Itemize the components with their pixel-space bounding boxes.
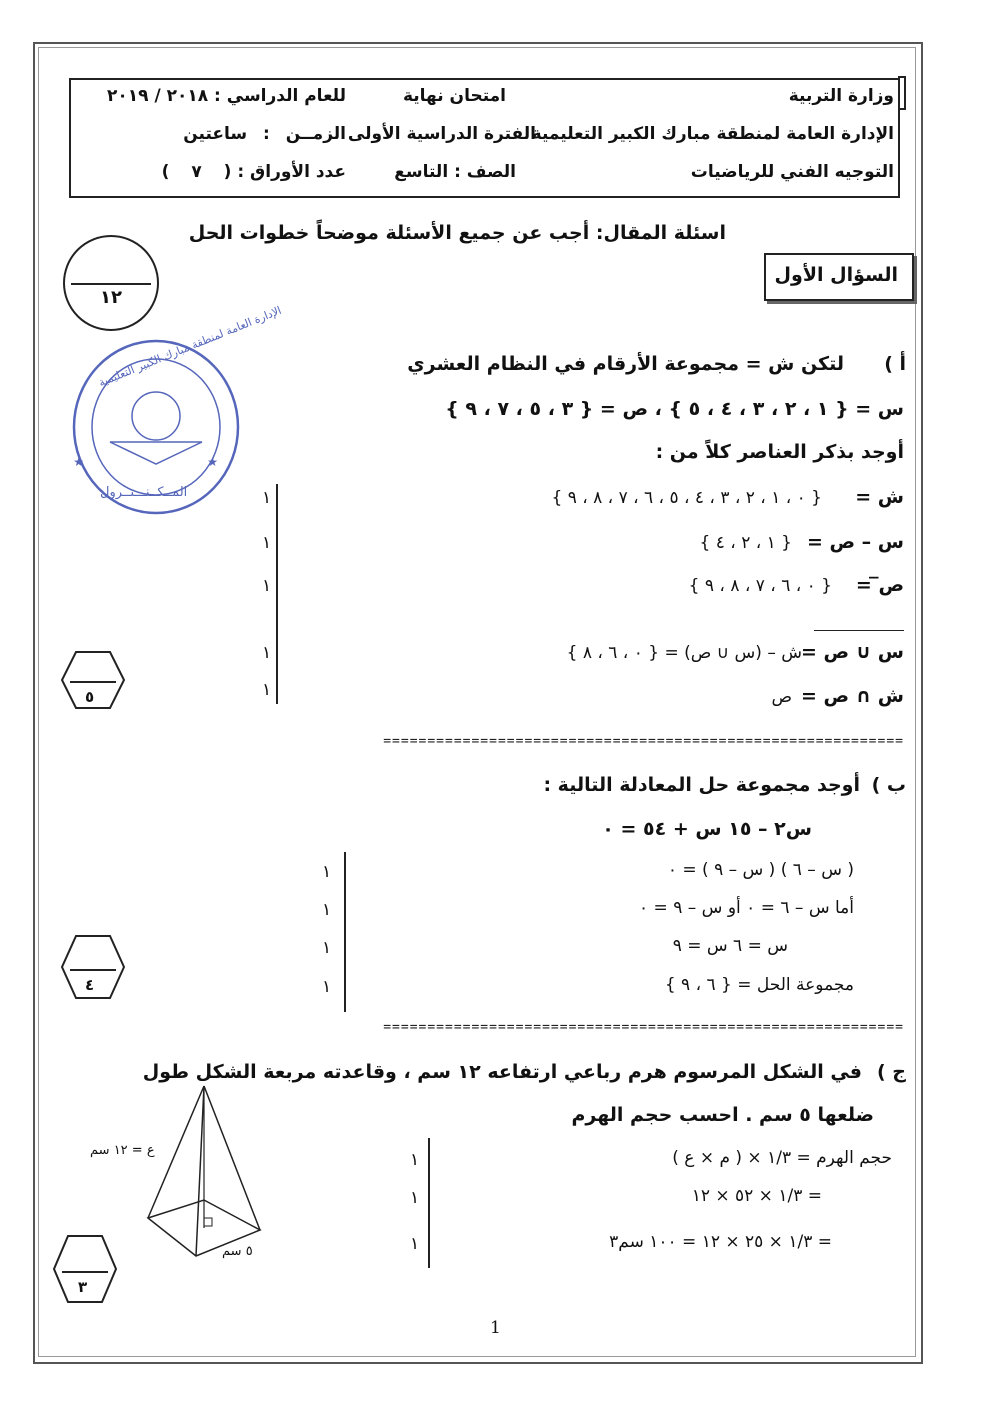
question-title: السؤال الأول bbox=[774, 264, 898, 286]
part-a-label: أ ) bbox=[884, 353, 906, 375]
time-label: الزمــن bbox=[285, 124, 346, 144]
complement-bar bbox=[814, 630, 904, 631]
part-b-line-3: س = ٦ س = ٩ bbox=[672, 936, 788, 956]
part-a-line-4-rhs: ش – (س ∪ ص) = { ٠ ، ٦ ، ٨ } bbox=[566, 643, 802, 663]
part-b-equation: س٢ – ١٥ س + ٥٤ = ٠ bbox=[602, 818, 812, 840]
part-a-line-1-rhs: { ٠ ، ١ ، ٢ ، ٣ ، ٤ ، ٥ ، ٦ ، ٧ ، ٨ ، ٩ } bbox=[551, 488, 822, 508]
total-score-circle bbox=[63, 235, 159, 331]
part-b-line-2: أما س – ٦ = ٠ أو س – ٩ = ٠ bbox=[639, 898, 854, 918]
exam-period: الفترة الدراسية الأولى bbox=[347, 124, 536, 144]
part-a-intro: لتكن ش = مجموعة الأرقام في النظام العشري bbox=[407, 353, 844, 375]
part-a-line-2-lhs: س – ص = bbox=[806, 531, 904, 553]
pyramid-figure bbox=[140, 1080, 270, 1270]
part-c-line-3-mark: ١ bbox=[410, 1234, 420, 1254]
part-a-line-1-lhs: ش = bbox=[855, 486, 904, 508]
part-c-label: ج ) bbox=[877, 1061, 906, 1083]
svg-text:★: ★ bbox=[207, 455, 218, 469]
sheets-close: ) bbox=[161, 162, 170, 182]
separator-1: =========================================================== bbox=[383, 734, 904, 749]
part-c-line-3: = ١/٣ × ٢٥ × ١٢ = ١٠٠ سم٣ bbox=[609, 1232, 832, 1252]
part-b-line-4-mark: ١ bbox=[322, 977, 332, 997]
part-a-line-3-rhs: { ٠ ، ٦ ، ٧ ، ٨ ، ٩ } bbox=[688, 576, 832, 596]
part-c-score: ٣ bbox=[78, 1278, 88, 1296]
question-title-box bbox=[764, 253, 914, 301]
part-a-line-3-lhs: ص̅ = bbox=[855, 574, 904, 596]
part-b-mark-line bbox=[344, 852, 346, 1012]
part-a-line-2-rhs: { ١ ، ٢ ، ٤ } bbox=[699, 533, 792, 553]
part-a-line-5-lhs: ش ∩ ص = bbox=[801, 685, 904, 707]
part-a-line-4-lhs: س ∪ ص = bbox=[801, 641, 904, 663]
part-b-line-4: مجموعة الحل = { ٦ ، ٩ } bbox=[664, 975, 854, 995]
exam-header bbox=[69, 78, 900, 198]
stamp-bottom-text: المــكــنـــتــرول bbox=[100, 485, 188, 500]
exam-title: امتحان نهاية bbox=[402, 86, 506, 106]
exam-grade: الصف : التاسع bbox=[394, 162, 516, 182]
part-b-line-1-mark: ١ bbox=[322, 862, 332, 882]
total-score: ١٢ bbox=[100, 287, 122, 308]
time-separator: : bbox=[263, 124, 270, 144]
part-a-line-4-mark: ١ bbox=[262, 643, 272, 663]
part-b-line-3-mark: ١ bbox=[322, 938, 332, 958]
sheets-value: ٧ bbox=[191, 162, 202, 182]
part-c-line-1-mark: ١ bbox=[410, 1150, 420, 1170]
sheets-label: عدد الأوراق : ( bbox=[223, 162, 346, 182]
part-b-label: ب ) bbox=[871, 774, 906, 796]
part-a-line-2-mark: ١ bbox=[262, 533, 272, 553]
part-b-line-1: ( س – ٦ ) ( س – ٩ ) = ٠ bbox=[667, 860, 854, 880]
ministry-name: وزارة التربية bbox=[788, 86, 894, 106]
separator-2: =========================================================== bbox=[383, 1020, 904, 1035]
sheet-count bbox=[162, 162, 346, 182]
part-c-intro-2: ضلعها ٥ سم . احسب حجم الهرم bbox=[571, 1104, 874, 1126]
part-a-line-3-mark: ١ bbox=[262, 576, 272, 596]
pyramid-height-label: ع = ١٢ سم bbox=[90, 1143, 155, 1158]
part-c-mark-line bbox=[428, 1138, 430, 1268]
stamp-text: الإدارة العامة لمنطقة مبارك الكبير التعليمية bbox=[96, 303, 284, 390]
page-number: 1 bbox=[490, 1318, 501, 1338]
part-b-score: ٤ bbox=[85, 976, 95, 994]
part-a-line-5-mark: ١ bbox=[262, 680, 272, 700]
part-a-task: أوجد بذكر العناصر كلاً من : bbox=[655, 441, 904, 463]
svg-text:★: ★ bbox=[73, 455, 84, 469]
time-value: ساعتين bbox=[183, 124, 248, 144]
part-b-intro: أوجد مجموعة حل المعادلة التالية : bbox=[543, 774, 860, 796]
exam-time bbox=[183, 124, 346, 144]
directorate-name: الإدارة العامة لمنطقة مبارك الكبير التعليمية bbox=[531, 124, 894, 144]
part-b-line-2-mark: ١ bbox=[322, 900, 332, 920]
pyramid-side-label: ٥ سم bbox=[222, 1244, 253, 1259]
part-a-score: ٥ bbox=[85, 688, 95, 706]
part-a-mark-line bbox=[276, 484, 278, 704]
part-c-line-2: = ١/٣ × ٥٢ × ١٢ bbox=[691, 1186, 822, 1206]
part-c-line-2-mark: ١ bbox=[410, 1188, 420, 1208]
department-name: التوجيه الفني للرياضيات bbox=[690, 162, 894, 182]
part-c-line-1: حجم الهرم = ١/٣ × ( م × ع ) bbox=[672, 1148, 892, 1168]
part-a-line-1-mark: ١ bbox=[262, 488, 272, 508]
part-c-intro-1: في الشكل المرسوم هرم رباعي ارتفاعه ١٢ سم ، وقاعدته مربعة الشكل طول bbox=[142, 1061, 862, 1083]
instructions: اسئلة المقال: أجب عن جميع الأسئلة موضحاً خطوات الحل bbox=[188, 222, 726, 244]
part-a-line-5-rhs: ص bbox=[771, 687, 792, 707]
part-a-sets: س = { ١ ، ٢ ، ٣ ، ٤ ، ٥ } ، ص = { ٣ ، ٥ ، ٧ ، ٩ } bbox=[445, 398, 904, 420]
academic-year: للعام الدراسي : ٢٠١٨ / ٢٠١٩ bbox=[107, 86, 346, 106]
